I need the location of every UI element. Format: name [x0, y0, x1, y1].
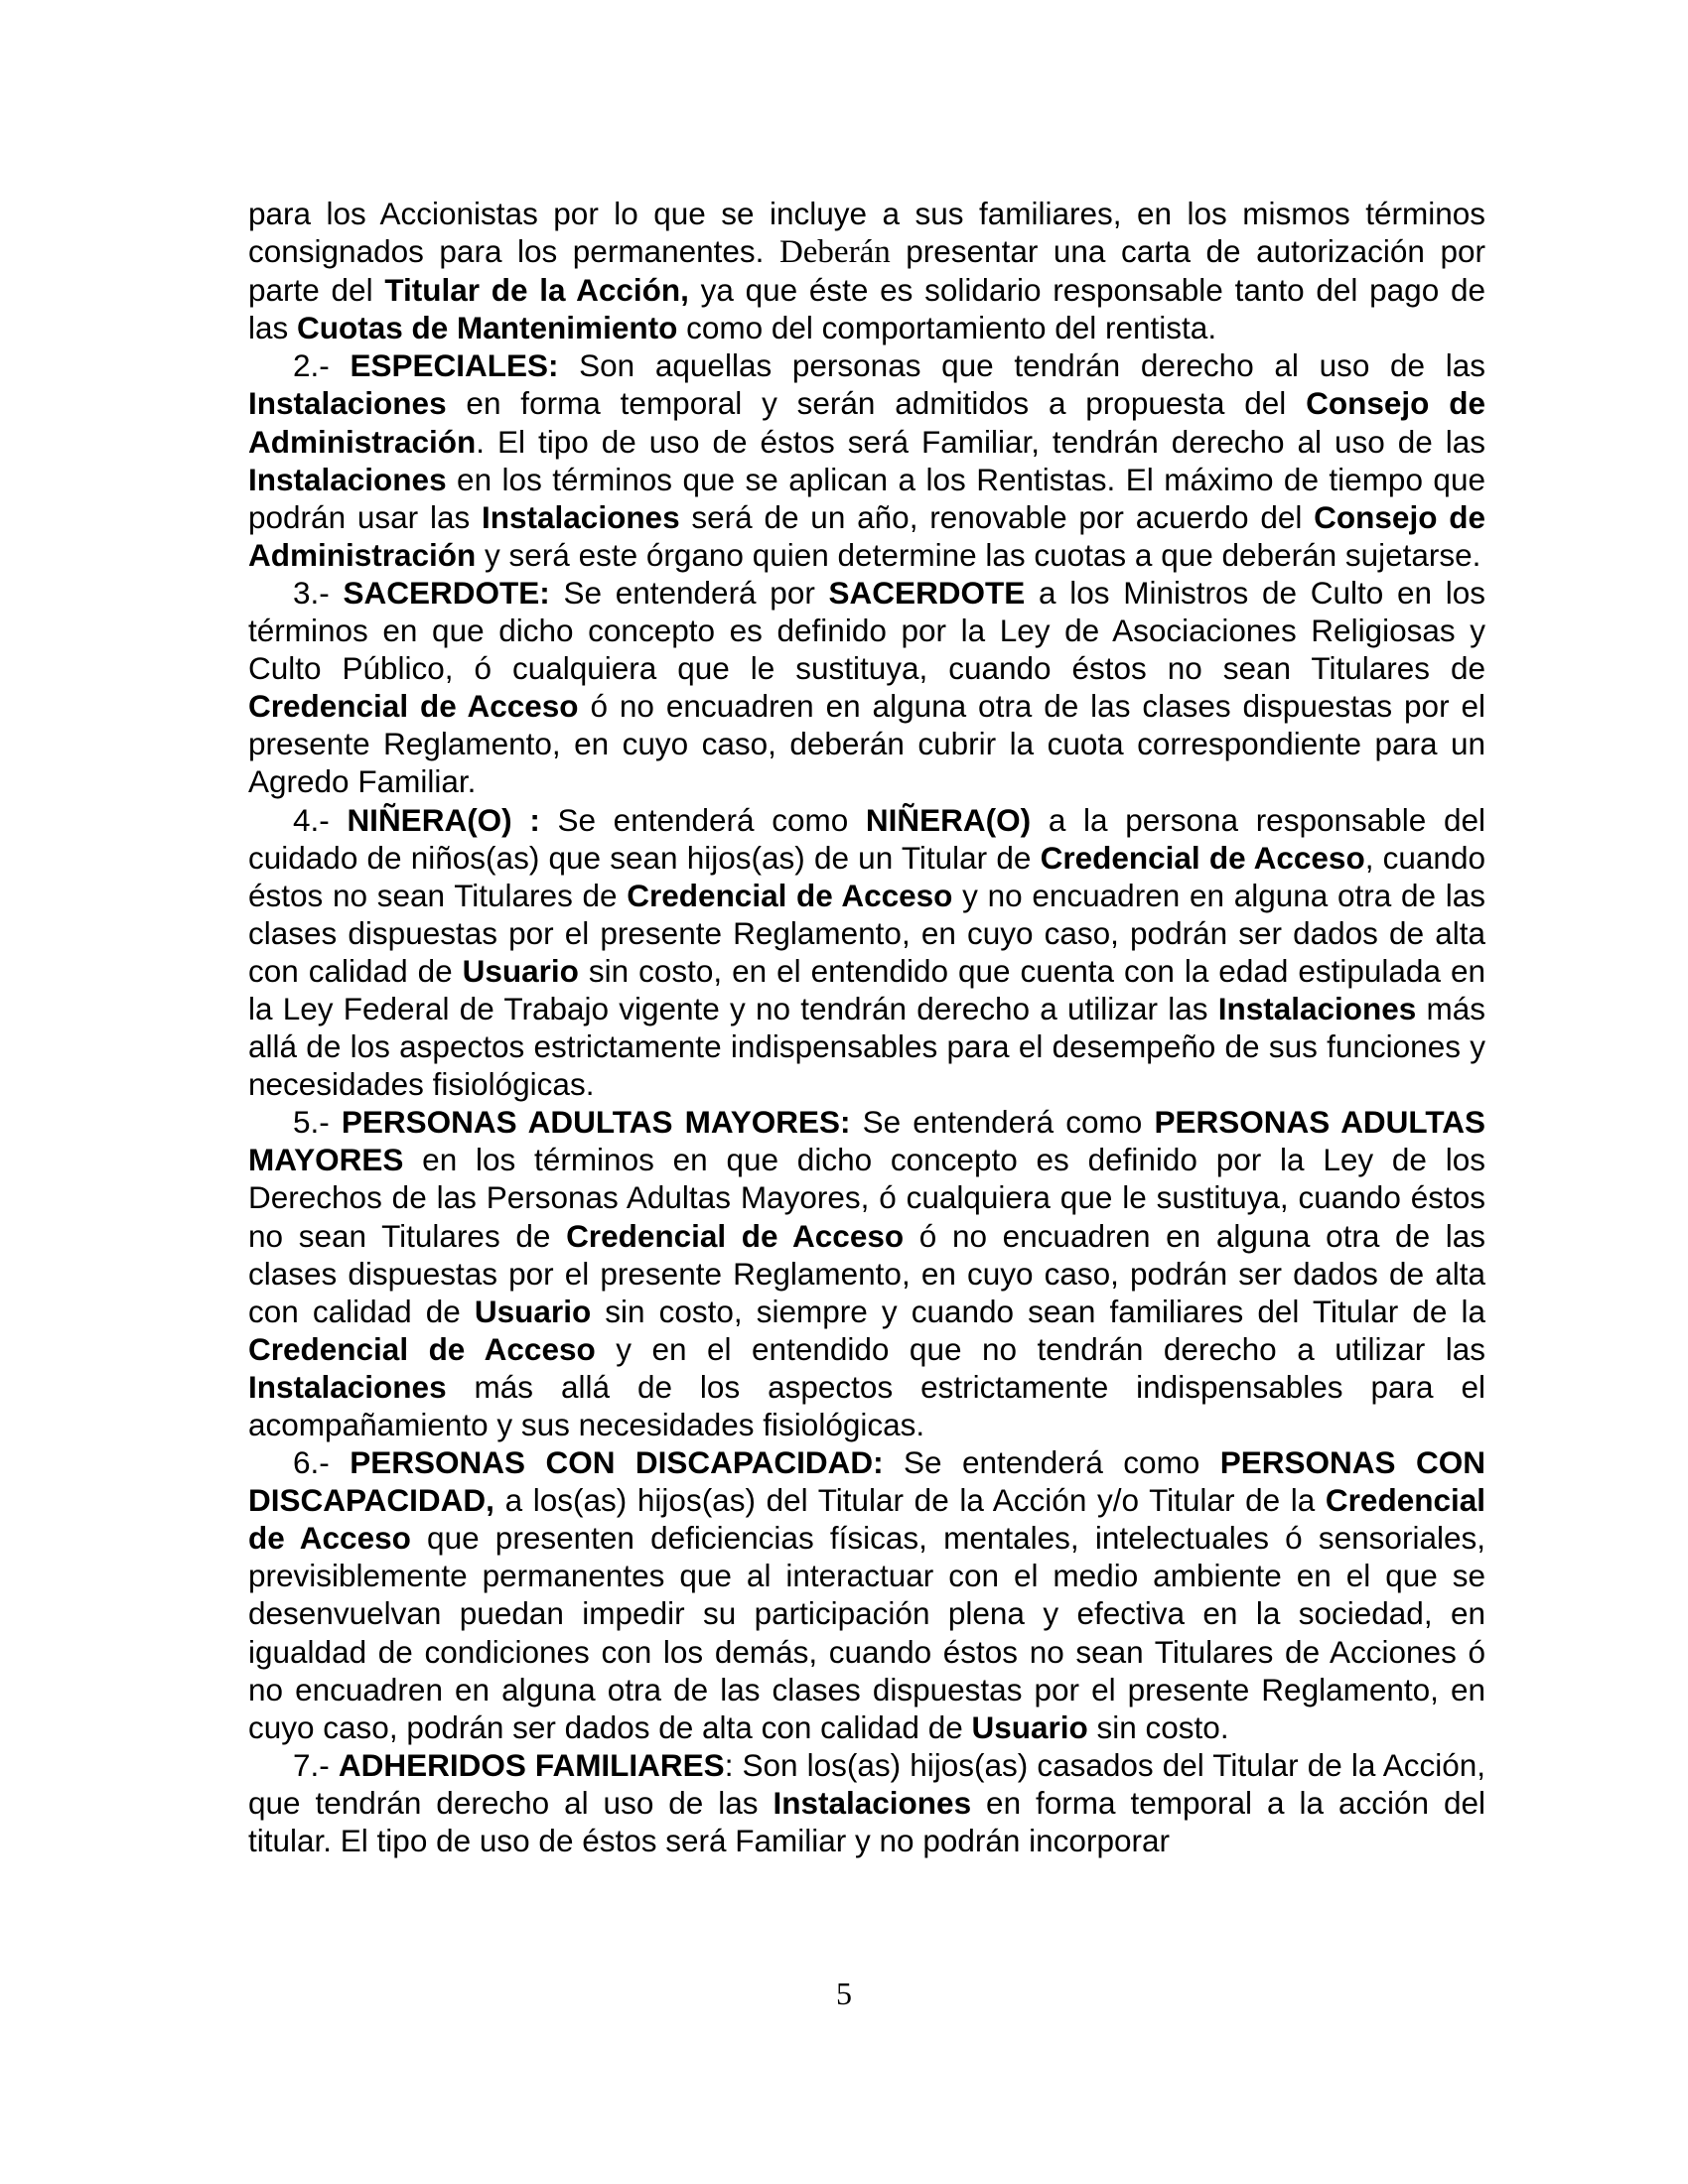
paragraph-p5	[248, 1103, 1485, 1443]
paragraph-p4	[248, 801, 1485, 1104]
text-run: Se entenderá por	[549, 574, 829, 611]
text-run: ó no encuadren en alguna otra de las clases dispuestas por el presente Reglamento, en cuyo caso, podrán ser dados de alta con calidad de	[248, 1217, 1486, 1329]
text-run: 5.-	[293, 1104, 342, 1141]
paragraph-p3	[248, 574, 1485, 801]
text-run: y en el entendido que no tendrán derecho a utilizar las	[595, 1330, 1485, 1367]
text-run: en los términos en que dicho concepto es definido por la Ley de los Derechos de las Personas Adultas Mayores, ó cualquiera que le sustituya, cuando éstos no sean Titulares de	[248, 1142, 1485, 1254]
bold-term: SACERDOTE	[828, 574, 1026, 611]
text-run: para los Accionistas por lo que se incluye a sus familiares, en los mismos términos consignados para los permanentes.	[248, 196, 1485, 270]
text-run: será de un año, renovable por acuerdo del	[679, 498, 1315, 535]
text-run: 2.-	[293, 347, 351, 384]
text-run: más allá de los aspectos estrictamente indispensables para el acompañamiento y sus necesidades fisiológicas.	[248, 1368, 1485, 1442]
text-run: : Son los(as) hijos(as) casados del Titular de la Acción, que tendrán derecho al uso de las	[248, 1746, 1485, 1821]
bold-term: ADHERIDOS FAMILIARES	[338, 1746, 725, 1783]
text-run: sin costo, en el entendido que cuenta con la edad estipulada en la Ley Federal de Trabajo vigente y no tendrán derecho a utilizar las	[248, 952, 1485, 1026]
bold-term: NIÑERA(O) :	[347, 801, 540, 838]
bold-term: PERSONAS ADULTAS MAYORES:	[341, 1104, 851, 1141]
bold-term: Consejo de Administración	[248, 385, 1485, 460]
paragraph-p7	[248, 1746, 1485, 1859]
bold-term: Credencial de Acceso	[248, 1482, 1485, 1557]
text-run: . El tipo de uso de éstos será Familiar, tendrán derecho al uso de las	[476, 423, 1485, 460]
text-run: en forma temporal a la acción del titular. El tipo de uso de éstos será Familiar y no podrán incorporar	[248, 1784, 1485, 1859]
bold-term: Instalaciones	[248, 1368, 447, 1405]
text-run: a los Ministros de Culto en los términos en que dicho concepto es definido por la Ley de Asociaciones Religiosas y Culto Público, ó cualquiera que le sustituya, cuando éstos no sean Titulares de	[248, 574, 1486, 687]
text-run: 4.-	[293, 801, 348, 838]
text-run: Se entenderá como	[539, 801, 866, 838]
text-run: Deberán	[778, 234, 891, 271]
text-run: ó no encuadren en alguna otra de las clases dispuestas por el presente Reglamento, en cuyo caso, deberán cubrir la cuota correspondiente para un Agredo Familiar.	[248, 688, 1485, 800]
bold-term: Usuario	[971, 1708, 1088, 1745]
paragraph-p2	[248, 346, 1485, 574]
paragraph-p6	[248, 1443, 1485, 1746]
text-run: más allá de los aspectos estrictamente indispensables para el desempeño de sus funciones y necesidades fisiológicas.	[248, 990, 1486, 1103]
text-run: a la persona responsable del cuidado de niños(as) que sean hijos(as) de un Titular de	[248, 801, 1486, 876]
bold-term: Instalaciones	[248, 385, 447, 422]
text-run: y no encuadren en alguna otra de las clases dispuestas por el presente Reglamento, en cuyo caso, podrán ser dados de alta con calidad de	[248, 877, 1485, 989]
bold-term: Instalaciones	[1217, 990, 1417, 1026]
text-run: Son aquellas personas que tendrán derecho al uso de las	[558, 347, 1485, 384]
bold-term: Usuario	[462, 952, 579, 989]
bold-term: Consejo de Administración	[248, 498, 1485, 573]
text-run: sin costo.	[1087, 1708, 1229, 1745]
text-run: ya que éste es solidario responsable tanto del pago de las	[248, 272, 1485, 346]
bold-term: Credencial de Acceso	[248, 688, 579, 725]
bold-term: Cuotas de Mantenimiento	[297, 310, 678, 346]
text-run: como del comportamiento del rentista.	[677, 310, 1217, 346]
text-run: que presenten deficiencias físicas, mentales, intelectuales ó sensoriales, previsiblemente permanentes que al interactuar con el medio ambiente en el que se desenvuelvan puedan impedir su participación plena y efectiva en la sociedad, en igualdad de condiciones con los demás, cuando éstos no sean Titulares de Acciones ó no encuadren en alguna otra de las clases dispuestas por el presente Reglamento, en cuyo caso, podrán ser dados de alta con calidad de	[248, 1520, 1485, 1745]
text-run: sin costo, siempre y cuando sean familiares del Titular de la	[591, 1293, 1485, 1329]
bold-term: Instalaciones	[482, 498, 680, 535]
bold-term: Credencial de Acceso	[566, 1217, 905, 1254]
text-run: , cuando éstos no sean Titulares de	[248, 839, 1485, 913]
body-text	[248, 195, 1485, 1859]
bold-term: Titular de la Acción,	[384, 272, 689, 309]
bold-term: Credencial de Acceso	[1040, 839, 1365, 876]
bold-term: PERSONAS CON DISCAPACIDAD,	[248, 1444, 1486, 1519]
text-run: y será este órgano quien determine las cuotas a que deberán sujetarse.	[476, 536, 1481, 573]
bold-term: Credencial de Acceso	[248, 1330, 596, 1367]
bold-term: SACERDOTE:	[343, 574, 550, 611]
bold-term: PERSONAS ADULTAS MAYORES	[248, 1104, 1485, 1178]
text-run: 3.-	[293, 574, 344, 611]
bold-term: Instalaciones	[248, 461, 447, 497]
bold-term: Instalaciones	[773, 1784, 972, 1821]
text-run: Se entenderá como	[850, 1104, 1155, 1141]
bold-term: Credencial de Acceso	[627, 877, 953, 913]
text-run: a los(as) hijos(as) del Titular de la Acción y/o Titular de la	[493, 1482, 1326, 1519]
bold-term: PERSONAS CON DISCAPACIDAD:	[350, 1444, 884, 1481]
text-run: en los términos que se aplican a los Rentistas. El máximo de tiempo que podrán usar las	[248, 461, 1485, 535]
bold-term: ESPECIALES:	[350, 347, 559, 384]
text-run: en forma temporal y serán admitidos a propuesta del	[446, 385, 1307, 422]
text-run: 6.-	[293, 1444, 351, 1481]
text-run: presentar una carta de autorización por parte del	[248, 233, 1485, 309]
text-run: 7.-	[293, 1746, 339, 1783]
page-number: 5	[836, 1976, 852, 2011]
bold-term: NIÑERA(O)	[865, 801, 1032, 838]
bold-term: Usuario	[474, 1293, 592, 1329]
text-run: Se entenderá como	[883, 1444, 1220, 1481]
paragraph-p0	[248, 195, 1485, 346]
